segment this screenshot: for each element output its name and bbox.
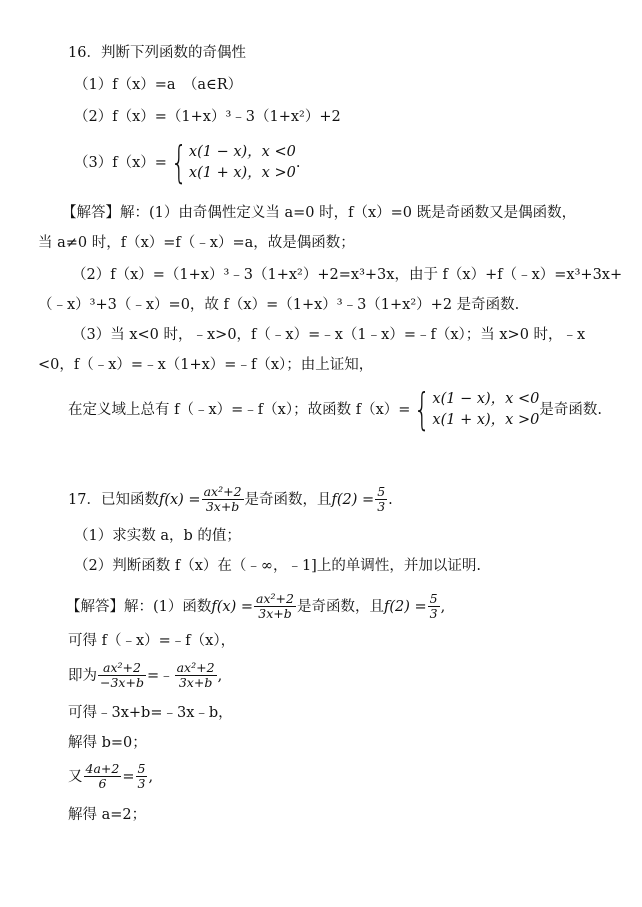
q17-solution-line1: [66, 592, 445, 621]
q17-title-end: .: [388, 491, 393, 508]
denominator: 6: [98, 776, 107, 791]
q16-solution-line3: （2）f（x）=（1+x）³﹣3（1+x²）+2=x³+3x，由于 f（x）+f（﹣x）=x³+3x+: [72, 267, 623, 283]
brace-icon: {: [170, 137, 188, 188]
q17-title-mid: 是奇函数，且: [244, 491, 332, 508]
q16-solution-line1: 【解答】解：(1）由奇偶性定义当 a=0 时，f（x）=0 既是奇函数又是偶函数，: [62, 205, 577, 221]
fraction: [254, 592, 296, 621]
numerator: ax²+2: [256, 591, 294, 606]
q17-step-end: ,: [217, 667, 223, 684]
q16-item3-prefix: （3）f（x）=: [74, 155, 167, 171]
fraction: [202, 485, 244, 514]
case-positive: x(1 + x)，x >0: [188, 165, 296, 181]
function-fx: f(x) =: [158, 491, 201, 508]
q17-solution-end: ,: [440, 598, 446, 615]
q16-item3-end: .: [295, 155, 301, 171]
denominator: 3x+b: [178, 675, 213, 690]
numerator: 5: [137, 761, 146, 776]
q17-item2: （2）判断函数 f（x）在（﹣∞，﹣1]上的单调性，并加以证明.: [74, 558, 481, 574]
q17-step-a-equation: [68, 762, 153, 791]
denominator: 3x+b: [205, 499, 240, 514]
q17-step-prefix: 即为: [68, 667, 97, 684]
q17-step-b: 解得 b=0；: [68, 735, 147, 751]
function-f2: f(2) =: [383, 598, 427, 615]
q17-item1: （1）求实数 a，b 的值；: [74, 528, 241, 544]
denominator: 3: [377, 499, 386, 514]
numerator: ax²+2: [203, 484, 242, 499]
denominator: −3x+b: [100, 675, 144, 690]
piecewise-cases: [189, 142, 296, 184]
q17-title-prefix: 17．已知函数: [68, 491, 159, 508]
piecewise-cases: [432, 389, 539, 431]
q17-step-a-prefix: 又: [68, 768, 83, 785]
brace-icon: {: [414, 384, 431, 435]
q16-item1: （1）f（x）=a （a∈R）: [74, 77, 243, 93]
denominator: 3: [137, 776, 146, 791]
numerator: 4a+2: [85, 761, 120, 776]
q16-title: 16．判断下列函数的奇偶性: [68, 45, 246, 61]
numerator: 5: [429, 591, 438, 606]
q16-solution-line4: （﹣x）³+3（﹣x）=0，故 f（x）=（1+x）³﹣3（1+x²）+2 是奇函数.: [38, 297, 520, 313]
equals-minus: =﹣: [146, 667, 174, 684]
q16-solution-line7-suffix: 是奇函数.: [539, 402, 602, 418]
q16-solution-line2: 当 a≠0 时，f（x）=f（﹣x）=a，故是偶函数；: [38, 235, 355, 251]
q16-item3: [74, 137, 301, 188]
q16-solution-line6: <0，f（﹣x）=﹣x（1+x）=﹣f（x）；由上证知，: [38, 357, 374, 373]
equals: =: [122, 768, 135, 785]
fraction: [175, 661, 217, 690]
q17-step-a: 解得 a=2；: [68, 807, 147, 823]
q17-title: [68, 485, 393, 514]
q17-step-equation: [68, 661, 222, 690]
fraction: [428, 592, 440, 621]
q16-item2: （2）f（x）=（1+x）³﹣3（1+x²）+2: [74, 109, 341, 125]
numerator: 5: [377, 484, 386, 499]
fraction: [136, 762, 148, 791]
fraction: [98, 661, 146, 690]
q17-step-odd: 可得 f（﹣x）=﹣f（x），: [68, 633, 236, 649]
denominator: 3: [429, 606, 438, 621]
numerator: ax²+2: [98, 661, 146, 676]
function-fx: f(x) =: [211, 598, 254, 615]
case-positive: x(1 + x)，x >0: [432, 412, 540, 428]
q17-step-simplify: 可得﹣3x+b=﹣3x﹣b，: [68, 705, 233, 721]
q16-solution-line7: [68, 384, 602, 435]
q16-solution-line5: （3）当 x<0 时，﹣x>0，f（﹣x）=﹣x（1﹣x）=﹣f（x）；当 x>0 时，﹣x: [72, 327, 586, 343]
numerator: ax²+2: [176, 660, 215, 675]
q17-solution-mid: 是奇函数，且: [296, 598, 384, 615]
fraction: [84, 762, 122, 791]
q17-step-a-end: ,: [148, 768, 154, 785]
function-f2: f(2) =: [331, 491, 375, 508]
case-negative: x(1 − x)，x <0: [432, 391, 540, 407]
denominator: 3x+b: [258, 606, 292, 621]
q16-solution-line7-prefix: 在定义域上总有 f（﹣x）=﹣f（x）；故函数 f（x）=: [68, 402, 411, 418]
fraction: [375, 485, 387, 514]
q17-solution-prefix: 【解答】解：(1）函数: [66, 598, 212, 615]
case-negative: x(1 − x)，x <0: [188, 144, 296, 160]
